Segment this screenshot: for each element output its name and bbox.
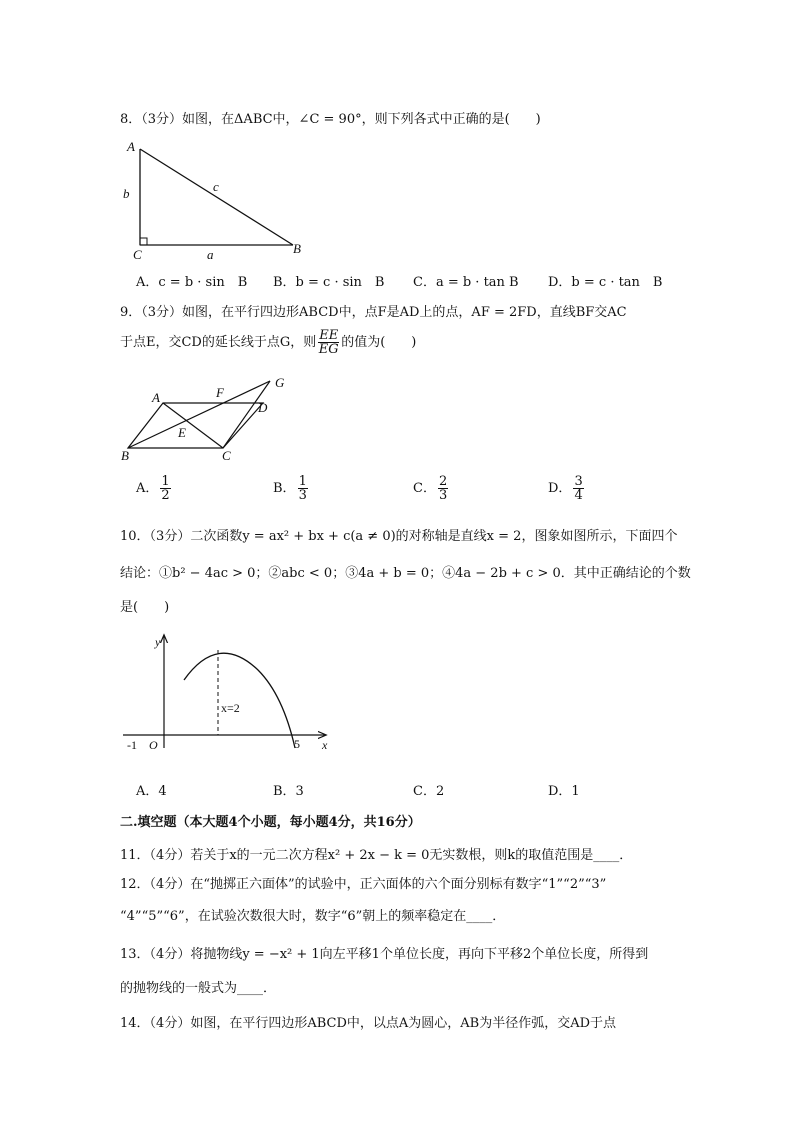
q9-option-a-letter: A． (136, 481, 159, 496)
q8-label-B: B (293, 241, 301, 256)
q8-option-d: D．b = c · tan B (548, 275, 663, 290)
q13-line2: 的抛物线的一般式为____． (120, 981, 277, 996)
q9-option-b-den: 3 (298, 488, 307, 503)
q9-fraction (318, 329, 339, 356)
q8-option-c: C．a = b · tan B (413, 275, 519, 290)
q9-option-c (413, 475, 450, 502)
q10-line2: 结论：①b² − 4ac > 0；②abc < 0；③4a + b = 0；④4a − 2b + c > 0．其中正确结论的个数 (120, 566, 691, 581)
q8-label-C: C (133, 247, 142, 262)
q9-option-b-num: 1 (298, 474, 307, 489)
q10-five-label: 5 (294, 737, 300, 751)
q10-neg-one-label: -1 (127, 738, 137, 752)
q10-axis-label: x=2 (221, 701, 240, 715)
q14-text: 14．（4分）如图，在平行四边形ABCD中，以点A为圆心，AB为半径作弧，交AD于点 (120, 1016, 617, 1031)
q13-line1: 13．（4分）将抛物线y = −x² + 1向左平移1个单位长度，再向下平移2个单位长度，所得到 (120, 947, 649, 962)
q10-line1: 10．（3分）二次函数y = ax² + bx + c(a ≠ 0)的对称轴是直线x = 2，图象如图所示，下面四个 (120, 529, 678, 544)
q9-parallelogram-figure (118, 373, 298, 463)
q11-text: 11．（4分）若关于x的一元二次方程x² + 2x − k = 0无实数根，则k的取值范围是____． (120, 848, 633, 863)
q9-option-d-num: 3 (574, 474, 583, 489)
q9-option-a-num: 1 (161, 474, 170, 489)
q9-option-d (548, 475, 586, 502)
q10-option-a: A．4 (136, 784, 167, 799)
q9-line-BG (128, 381, 270, 448)
q9-option-c-letter: C． (413, 481, 436, 496)
q9-label-F: F (216, 385, 224, 400)
q9-frac-num: EE (319, 328, 339, 343)
q9-label-G: G (275, 375, 285, 390)
q9-option-c-den: 3 (438, 488, 448, 503)
q9-option-c-num: 2 (438, 474, 448, 489)
q10-origin-label: O (149, 738, 158, 752)
q9-option-b (273, 475, 310, 502)
q9-option-a-den: 2 (161, 488, 170, 503)
q9-label-B: B (121, 448, 129, 463)
q8-option-a: A．c = b · sin B (136, 275, 248, 290)
q8-label-a: a (207, 247, 214, 262)
q10-line3: 是( ) (120, 600, 170, 615)
q8-label-b: b (123, 186, 130, 201)
q9-option-a (136, 475, 173, 502)
q9-frac-den: EG (318, 342, 339, 357)
q10-parabola-graph (118, 630, 338, 755)
q9-option-b-letter: B． (273, 481, 296, 496)
q9-parallelogram (128, 403, 263, 448)
q10-y-label: y (155, 635, 161, 649)
q9-label-A: A (152, 390, 160, 405)
q10-x-label: x (322, 738, 328, 752)
q8-option-b: B．b = c · sin B (273, 275, 385, 290)
q9-diagonal-AC (163, 403, 223, 448)
q9-option-d-letter: D． (548, 481, 572, 496)
q8-right-angle-mark (140, 238, 147, 245)
q8-triangle-figure (118, 135, 318, 265)
q9-label-D: D (258, 400, 268, 415)
q9-line1: 9．（3分）如图，在平行四边形ABCD中，点F是AD上的点，AF = 2FD，直线BF交AC (120, 305, 627, 320)
q9-line2 (120, 329, 416, 356)
q12-line2: “4”“5”“6”，在试验次数很大时，数字“6”朝上的频率稳定在____． (120, 909, 506, 924)
q9-label-C: C (222, 448, 231, 463)
q9-option-d-den: 4 (574, 488, 583, 503)
q10-option-b: B．3 (273, 784, 304, 799)
q8-stem: 8．（3分）如图，在ΔABC中，∠C = 90°，则下列各式中正确的是( ) (120, 112, 541, 127)
q9-line2-post: 的值为( ) (341, 335, 417, 350)
q10-option-c: C．2 (413, 784, 445, 799)
q8-label-A: A (127, 139, 135, 154)
q8-label-c: c (213, 179, 219, 194)
q8-side-c (140, 149, 293, 245)
q12-line1: 12．（4分）在“抛掷正六面体”的试验中，正六面体的六个面分别标有数字“1”“2”“3” (120, 877, 607, 892)
q10-option-d: D．1 (548, 784, 580, 799)
section-2-heading: 二.填空题（本大题4个小题，每小题4分，共16分） (120, 815, 421, 830)
q9-label-E: E (178, 425, 186, 440)
q9-line2-pre: 于点E，交CD的延长线于点G，则 (120, 335, 317, 350)
